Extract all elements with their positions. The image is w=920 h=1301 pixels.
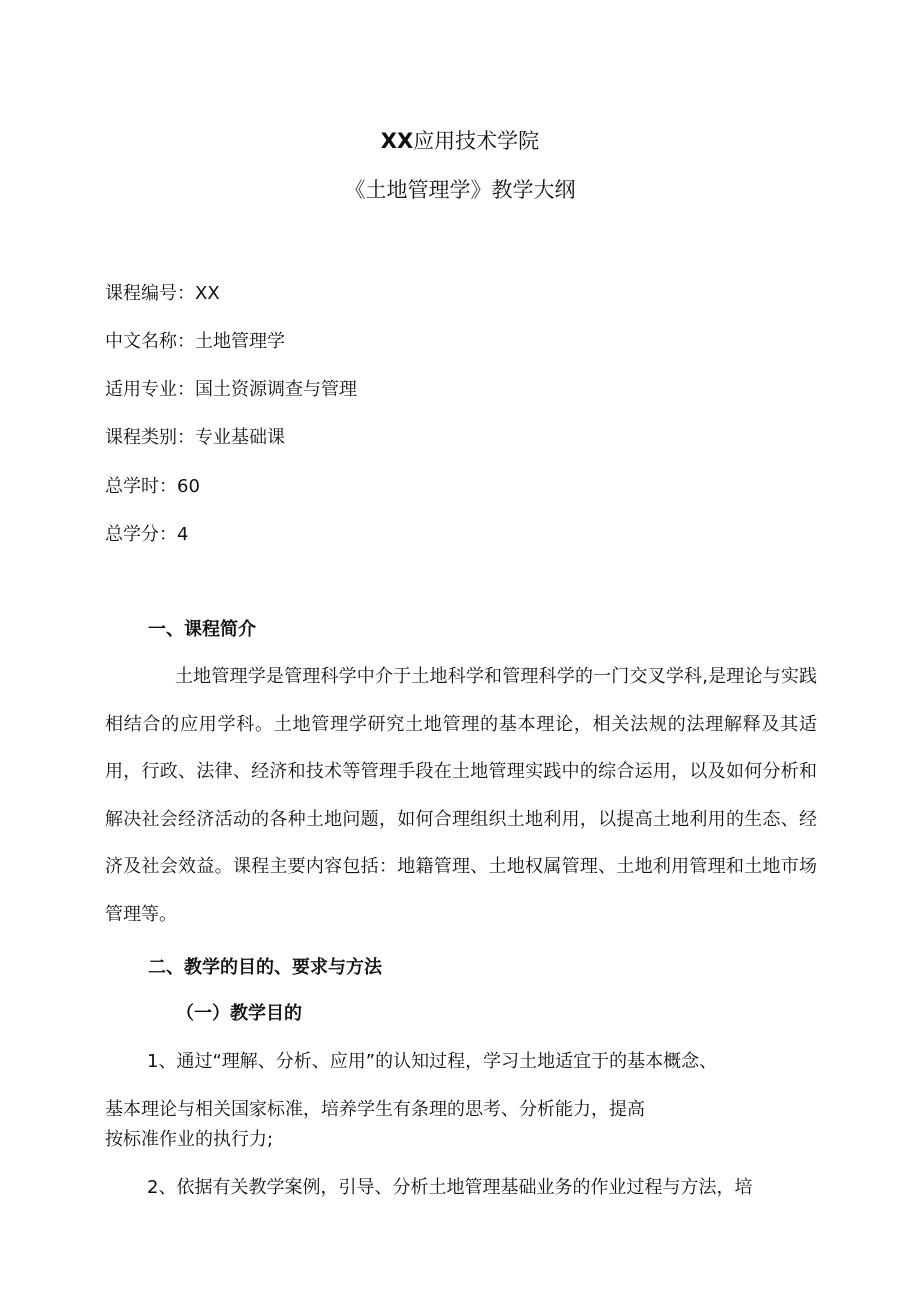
goal-item-1-line-3: 按标准作业的执行力; [105,1129,274,1150]
course-intro-paragraph: 土地管理学是管理科学中介于土地科学和管理科学的一门交叉学科,是理论与实践相结合的应用学科。土地管理学研究土地管理的基本理论，相关法规的法理解释及其适用，行政、法律、经济和技术等管理手段在土地管理实践中的综合运用，以及如何分析和解决社会经济活动的各种土地问题，如何合理组织土地利用，以提高土地利用的生态、经济及社会效益。课程主要内容包括：地籍管理、土地权属管理、土地利用管理和土地市场管理等。 [105,666,817,925]
chinese-name: 中文名称：土地管理学 [105,331,285,352]
course-code: 课程编号：XX [105,283,220,304]
subsection-heading-teaching-goals: （一）教学目的 [176,1003,302,1024]
applicable-major: 适用专业：国土资源调查与管理 [105,379,357,400]
document-title: 《土地管理学》教学大纲 [344,178,576,202]
section-heading-objectives: 二、教学的目的、要求与方法 [148,957,382,978]
course-category: 课程类别：专业基础课 [105,427,285,448]
school-name-rest: 应用技术学院 [413,129,540,153]
goal-item-1-line-2: 基本理论与相关国家标准，培养学生有条理的思考、分析能力，提高 [105,1099,645,1120]
total-hours: 总学时：60 [105,476,200,497]
school-name-bold: XX [380,129,414,153]
section-heading-intro: 一、课程简介 [148,619,256,640]
goal-item-1-line-1: 1、通过“理解、分析、应用”的认知过程，学习土地适宜于的基本概念、 [147,1051,718,1072]
goal-item-2-line-1: 2、依据有关教学案例，引导、分析土地管理基础业务的作业过程与方法，培 [147,1177,753,1198]
total-credits: 总学分：4 [105,524,189,545]
school-name [0,126,920,156]
